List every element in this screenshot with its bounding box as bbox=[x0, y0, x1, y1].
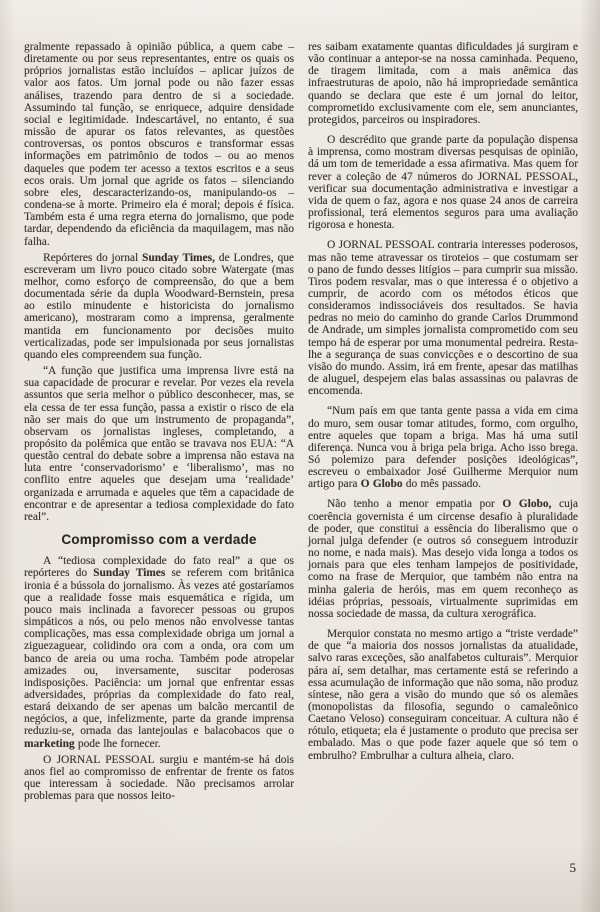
page-number: 5 bbox=[569, 860, 576, 875]
right-column bbox=[308, 41, 578, 806]
section-heading: Compromisso com a verdade bbox=[61, 532, 257, 548]
body-paragraph: O descrédito que grande parte da população dispensa à imprensa, como mostram diversas pesquisas de opinião, dá um tom de temeridade a essa afirmativa. Mas quem for rever a coleção de 47 números do JORNAL PESSOAL, verificar sua documentação administrativa e investigar a vida de quem o faz, agora e nos quase 24 anos de carreira profissional, terá elementos seguros para uma avaliação rigorosa e honesta. bbox=[308, 134, 578, 232]
body-paragraph: O JORNAL PESSOAL surgiu e mantém-se há dois anos fiel ao compromisso de enfrentar de frente os fatos que interessam à sociedade. Não precisamos arrolar problemas para que nossos leito- bbox=[24, 753, 294, 803]
body-paragraph: Merquior constata no mesmo artigo a “triste verdade” de que “a maioria dos nossos jornalistas da atualidade, salvo raras exceções, são analfabetos culturais”. Merquior pára aí, sem detalhar, mas certamente está se referindo a essa acumulação de informação que não soma, não produz síntese, não gera a visão do mundo que só os alemães (monopolistas da filosofia, segundo o camaleônico Caetano Veloso) conseguiram conceituar. A cultura não é rótulo, etiqueta; ela é justamente o produto que precisa ser embalado. Mas o que pode fazer aquele que só tem o embrulho? Embrulhar a cultura alheia, claro. bbox=[308, 628, 578, 762]
two-column-text-area bbox=[24, 41, 578, 806]
body-paragraph: gralmente repassado à opinião pública, a quem cabe – diretamente ou por seus representantes, entre os quais os próprios jornalistas estão incluídos – aplicar juízos de valor aos fatos. Um jornal pode ou não fazer essas análises, trazendo para dentro de si a sociedade. Assumindo tal função, se enriquece, adquire densidade social e legitimidade. Indescartável, no entanto, é sua missão de apurar os fatos relevantes, as questões controversas, os pontos obscuros e transformar essas informações em patrimônio de todos – ou ao menos daqueles que podem ter acesso a textos escritos e a seus ecos orais. Um jornal que agride os fatos – silenciando sobre eles, descaracterizando-os, manipulando-os – condena-se à morte. Primeiro ela é moral; depois é física. Também esta é uma regra eterna do jornalismo, que pode tardar, dependendo da eficiência da maquilagem, mas não falha. bbox=[24, 41, 294, 248]
body-paragraph: res saibam exatamente quantas dificuldades já surgiram e vão continuar a antepor-se na nossa caminhada. Pequeno, de tiragem limitada, com a mais anêmica das infraestruturas de apoio, não há impropriedade semântica quando se declara que este é um jornal do leitor, comprometido exclusivamente com ele, sem anunciantes, protegidos, parceiros ou inspiradores. bbox=[308, 41, 578, 126]
left-column bbox=[24, 41, 294, 806]
body-paragraph: O JORNAL PESSOAL contraria interesses poderosos, mas não teme atravessar os tiroteios – que costumam ser o pano de fundo desses litígios – para cumprir sua missão. Tiros podem resvalar, mas o que interessa é o objetivo a cumprir, de acordo com os métodos éticos que consideramos indissociáveis dos resultados. Se havia pedras no meio do caminho do grande Carlos Drummond de Andrade, um simples jornalista comprometido com seu tempo há de esperar por uma monumental pedreira. Resta-lhe a segurança de suas convicções e o descortino de sua visão do mundo. Assim, irá em frente, apesar das matilhas de aluguel, despejem elas balas assassinas ou palavras de encomenda. bbox=[308, 239, 578, 398]
body-paragraph: Não tenho a menor empatia por O Globo, cuja coerência governista é um circense desafio à pluralidade de poder, que constitui a essência do liberalismo que o jornal julga defender (e outros só conseguem introduzir no nome, e nada mais). Mas desejo vida longa a todos os jornais para que eles tenham lampejos de positividade, como na frase de Merquior, que também não entra na minha galeria de heróis, mas em quem reconheço as idéias próprias, pessoais, virtualmente suprimidas em nossa sociedade de massa, da cultura xerográfica. bbox=[308, 498, 578, 620]
body-paragraph: A “tediosa complexidade do fato real” a que os repórteres do Sunday Times se referem com britânica ironia é a bússola do jornalismo. Às vezes até gostaríamos que a realidade fosse mais esquemática e rígida, um pouco mais inclinada a favorecer pessoas ou grupos simpáticos a nós, ou pelo menos não envolvesse tantas complicações, mas essa complexidade obriga um jornal a ziguezaguear, colidindo ora com a onda, ora com um banco de areia ou uma rocha. Também pode atropelar amizades ou, inversamente, suscitar poderosas indisposições. Paciência: um jornal que enfrentar essas adversidades, próprias da complexidade do fato real, estará deixando de ser apenas um balcão mercantil de negócios, a que, infelizmente, parte da grande imprensa reduziu-se, ornada das lantejoulas e balacobacos que o marketing pode lhe fornecer. bbox=[24, 555, 295, 750]
body-paragraph: “A função que justifica uma imprensa livre está na sua capacidade de procurar e revelar. Por vezes ela revela assuntos que seria melhor o público desconhecer, mas, se ela cessa de ter essa função, passa a existir o risco de ela não ser mais do que um instrumento de propaganda”, observam os jornalistas ingleses, completando, a propósito da polêmica que então se travava nos EUA: “A questão central do debate sobre a imprensa não estava na luta entre ‘conservadorismo’ e ‘liberalismo’, mas no conflito entre aqueles que desejam uma ‘realidade’ organizada e arrumada e aqueles que têm a capacidade de encontrar e de apresentar a tediosa complexidade do fato real”. bbox=[24, 365, 294, 523]
body-paragraph: Repórteres do jornal Sunday Times, de Londres, que escreveram um livro pouco citado sobre Watergate (mas melhor, como esforço de compreensão, do que a bem documentada série da dupla Woodward-Bernstein, presa ao estilo minudente e historicista do jornalismo americano), mostraram como a imprensa, geralmente mantida em funcionamento por decisões muito verticalizadas, pode ser impulsionada por seus jornalistas quando eles compreendem sua função. bbox=[24, 251, 294, 361]
body-paragraph: “Num país em que tanta gente passa a vida em cima do muro, sem ousar tomar atitudes, formo, com orgulho, entre aqueles que topam a briga. Mas há uma sutil diferença. Nunca vou à briga pela briga. Acho isso brega. Só polemizo para defender posições ideológicas”, escreveu o embaixador José Guilherme Merquior num artigo para O Globo do mês passado. bbox=[308, 405, 578, 491]
